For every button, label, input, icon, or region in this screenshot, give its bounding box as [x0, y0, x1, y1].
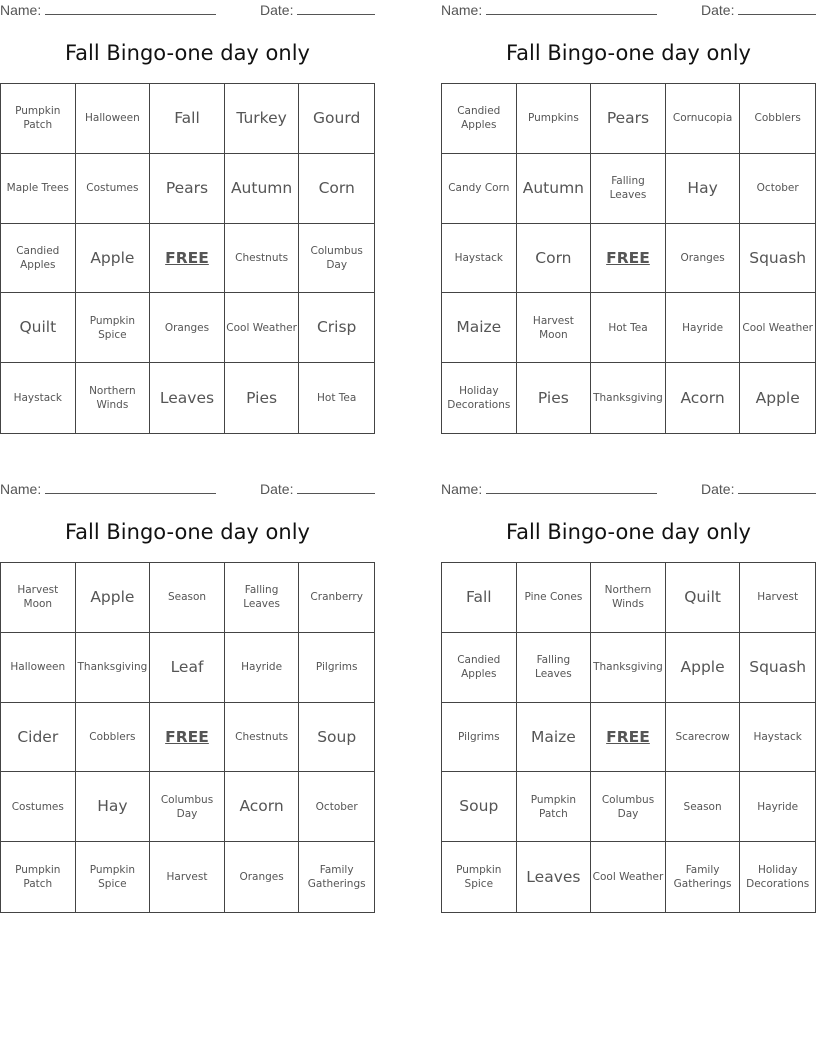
bingo-cell: Pilgrims	[299, 633, 374, 703]
bingo-cell: Apple	[755, 388, 800, 407]
bingo-grid	[0, 83, 375, 434]
date-line	[738, 481, 816, 494]
bingo-grid	[441, 83, 816, 434]
bingo-cell: Hot Tea	[317, 392, 357, 404]
bingo-cell: Harvest	[740, 563, 815, 633]
bingo-cell: Maple Trees	[1, 154, 76, 224]
bingo-cell: Cornucopia	[666, 84, 741, 154]
bingo-cell: Hayride	[740, 772, 815, 842]
name-field	[441, 2, 657, 18]
bingo-cell: Maize	[442, 293, 517, 363]
name-line	[45, 481, 216, 494]
bingo-cell: Autumn	[225, 154, 300, 224]
bingo-cell: Thanksgiving	[591, 633, 666, 703]
bingo-cell: Pears	[591, 84, 666, 154]
bingo-cell: Family Gatherings	[307, 863, 366, 891]
free-space-cell: FREE	[150, 703, 225, 773]
bingo-cell: Soup	[442, 772, 517, 842]
bingo-cell: Halloween	[76, 84, 151, 154]
bingo-cell: Holiday Decorations	[442, 363, 517, 433]
bingo-cell: Candied Apples	[442, 84, 517, 154]
bingo-cell: Chestnuts	[225, 224, 300, 294]
bingo-cell: Cobblers	[740, 84, 815, 154]
bingo-cell: Pumpkin Patch	[1, 84, 76, 154]
bingo-cell: Falling Leaves	[591, 154, 666, 224]
bingo-cell: Haystack	[1, 363, 76, 433]
bingo-cell: Falling Leaves	[225, 563, 300, 633]
bingo-cell: Northern Winds	[591, 563, 666, 633]
date-line	[738, 2, 816, 15]
bingo-cell: Hay	[76, 772, 151, 842]
bingo-cell: Columbus Day	[299, 224, 374, 294]
bingo-cell: October	[299, 772, 374, 842]
date-line	[297, 2, 375, 15]
name-line	[45, 2, 216, 15]
bingo-grid	[441, 562, 816, 913]
card-fields	[0, 481, 375, 499]
bingo-cell: Leaf	[150, 633, 225, 703]
bingo-cell: Pears	[150, 154, 225, 224]
bingo-cell: Quilt	[1, 293, 76, 363]
bingo-cell: Oranges	[225, 842, 300, 912]
bingo-cell: Haystack	[740, 703, 815, 773]
bingo-cell: Season	[150, 563, 225, 633]
bingo-cell: Candied Apples	[1, 224, 76, 294]
free-space-cell: FREE	[591, 224, 666, 294]
bingo-cell: Crisp	[299, 293, 374, 363]
bingo-cell: Pilgrims	[442, 703, 517, 773]
bingo-cell: Apple	[666, 633, 741, 703]
bingo-cell: Columbus Day	[591, 772, 666, 842]
bingo-cell: Cobblers	[76, 703, 151, 773]
bingo-cell: Squash	[740, 224, 815, 294]
card-title: Fall Bingo-one day only	[65, 520, 310, 544]
bingo-cell: Thanksgiving	[76, 633, 151, 703]
bingo-cell: Cool Weather	[740, 293, 815, 363]
bingo-cell: Costumes	[76, 154, 151, 224]
bingo-cell: Cool Weather	[591, 842, 666, 912]
bingo-cell: Pine Cones	[517, 563, 592, 633]
bingo-cell: Cranberry	[299, 563, 374, 633]
card-title: Fall Bingo-one day only	[65, 41, 310, 65]
card-title: Fall Bingo-one day only	[506, 41, 751, 65]
bingo-cell: Pies	[225, 363, 300, 433]
bingo-cell: Halloween	[1, 633, 76, 703]
bingo-cell: Pumpkins	[517, 84, 592, 154]
bingo-cell: Autumn	[517, 154, 592, 224]
bingo-cell: Maize	[517, 703, 592, 773]
bingo-cell: Falling Leaves	[517, 633, 592, 703]
bingo-cell: Haystack	[442, 224, 517, 294]
card-title: Fall Bingo-one day only	[506, 520, 751, 544]
bingo-cell: Apple	[76, 224, 151, 294]
bingo-cell: Squash	[740, 633, 815, 703]
bingo-cell: Harvest	[150, 842, 225, 912]
card-fields	[441, 2, 816, 20]
bingo-cell: Soup	[299, 703, 374, 773]
bingo-cell: Hay	[666, 154, 741, 224]
bingo-cell: Hayride	[666, 293, 741, 363]
bingo-cell: Quilt	[666, 563, 741, 633]
bingo-cell: Fall	[442, 563, 517, 633]
bingo-cell: Scarecrow	[666, 703, 741, 773]
free-space-cell: FREE	[591, 703, 666, 773]
bingo-cell: Cider	[1, 703, 76, 773]
date-field	[260, 481, 375, 497]
name-label: Name:	[441, 2, 483, 18]
bingo-cell: Candy Corn	[442, 154, 517, 224]
bingo-cell: Leaves	[150, 363, 225, 433]
bingo-cell: Turkey	[225, 84, 300, 154]
date-label: Date:	[701, 2, 735, 18]
name-label: Name:	[441, 481, 483, 497]
bingo-cell: Corn	[517, 224, 592, 294]
name-field	[441, 481, 657, 497]
bingo-cell: Harvest Moon	[1, 563, 76, 633]
bingo-cell: Season	[666, 772, 741, 842]
bingo-cell: Fall	[150, 84, 225, 154]
bingo-cell: Oranges	[666, 224, 741, 294]
bingo-cell: Hayride	[225, 633, 300, 703]
bingo-cell: Chestnuts	[225, 703, 300, 773]
bingo-cell: Pumpkin Patch	[517, 772, 592, 842]
date-label: Date:	[260, 481, 294, 497]
bingo-cell: Cool Weather	[225, 293, 300, 363]
bingo-cell: Family Gatherings	[666, 842, 741, 912]
card-fields	[441, 481, 816, 499]
date-line	[297, 481, 375, 494]
date-label: Date:	[701, 481, 735, 497]
name-line	[486, 2, 657, 15]
bingo-cell: Pumpkin Spice	[442, 842, 517, 912]
bingo-cell: Thanksgiving	[591, 363, 666, 433]
name-label: Name:	[0, 481, 42, 497]
bingo-cell: Apple	[76, 563, 151, 633]
bingo-cell: Pumpkin Spice	[76, 842, 151, 912]
bingo-cell: Gourd	[299, 84, 374, 154]
bingo-cell: Harvest Moon	[517, 293, 592, 363]
bingo-cell: Columbus Day	[150, 772, 225, 842]
bingo-grid	[0, 562, 375, 913]
name-label: Name:	[0, 2, 42, 18]
bingo-cell: Costumes	[1, 772, 76, 842]
bingo-cell: Acorn	[225, 772, 300, 842]
date-field	[701, 481, 816, 497]
bingo-cell: Acorn	[666, 363, 741, 433]
bingo-cell: Holiday Decorations	[746, 863, 810, 891]
bingo-cell: Oranges	[150, 293, 225, 363]
bingo-cell: October	[740, 154, 815, 224]
bingo-cell: Pumpkin Patch	[1, 842, 76, 912]
date-label: Date:	[260, 2, 294, 18]
bingo-cell: Pumpkin Spice	[76, 293, 151, 363]
date-field	[260, 2, 375, 18]
bingo-cell: Leaves	[517, 842, 592, 912]
bingo-cell: Pies	[517, 363, 592, 433]
name-field	[0, 2, 216, 18]
name-line	[486, 481, 657, 494]
free-space-cell: FREE	[150, 224, 225, 294]
name-field	[0, 481, 216, 497]
bingo-cell: Corn	[299, 154, 374, 224]
bingo-cell: Hot Tea	[591, 293, 666, 363]
bingo-cell: Northern Winds	[76, 363, 151, 433]
card-fields	[0, 2, 375, 20]
bingo-cell: Candied Apples	[442, 633, 517, 703]
date-field	[701, 2, 816, 18]
